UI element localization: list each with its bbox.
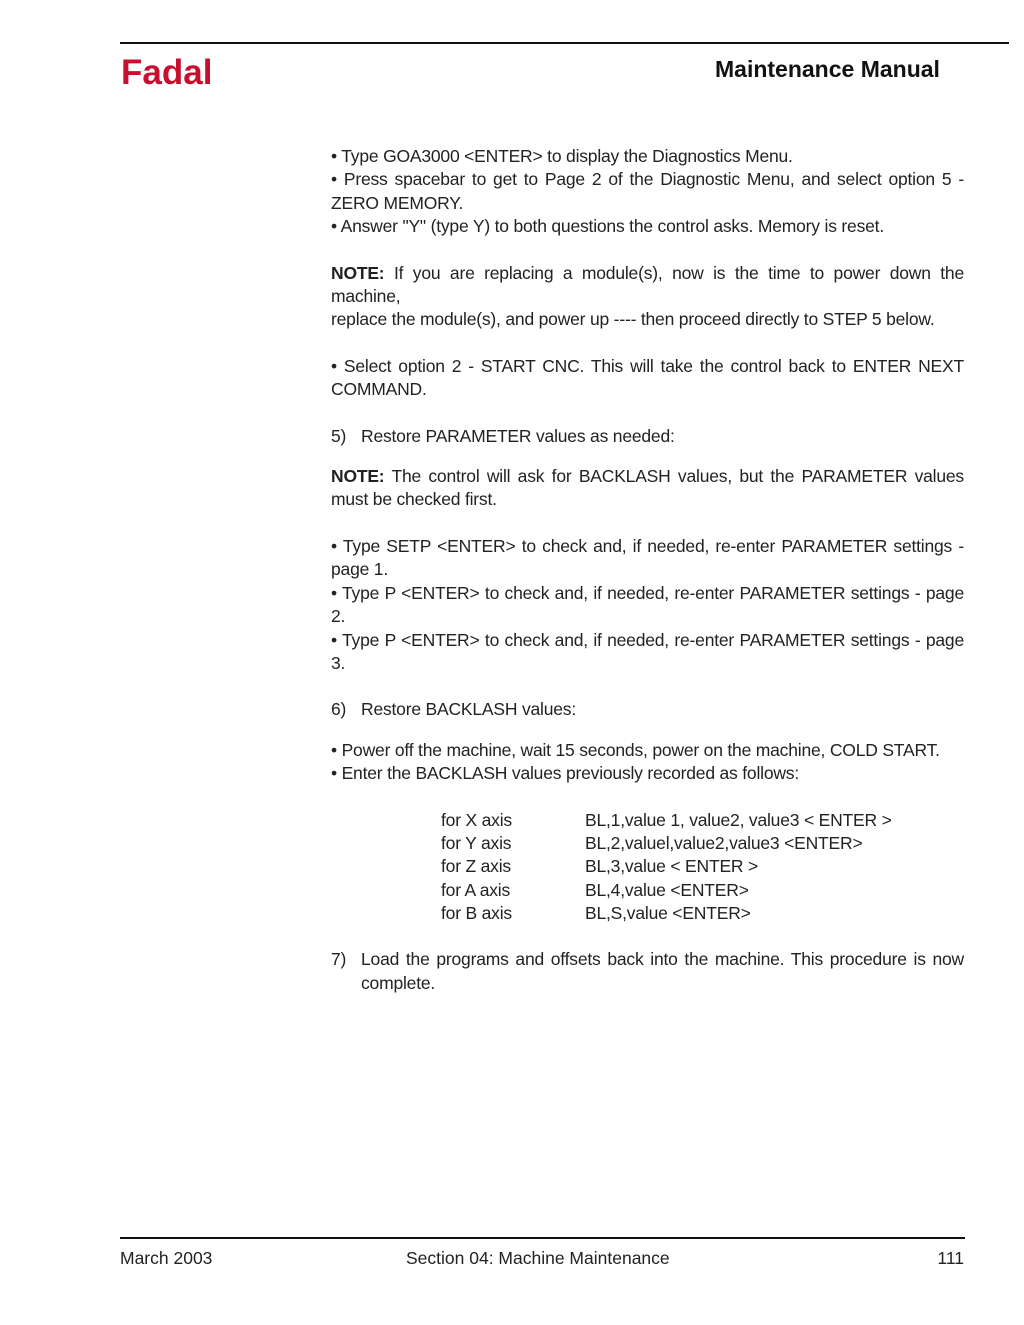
bullet-item: • Type P <ENTER> to check and, if needed, re-enter PARAMETER settings - page 2. <box>331 582 964 627</box>
step-number: 6) <box>331 699 347 720</box>
note-text: The control will ask for BACKLASH values, but the PARAMETER values must be checked first. <box>331 466 964 510</box>
note-paragraph <box>331 465 964 512</box>
step-7 <box>331 948 964 995</box>
bullet-item: • Enter the BACKLASH values previously recorded as follows: <box>331 763 800 784</box>
bullet-item: • Type P <ENTER> to check and, if needed, re-enter PARAMETER settings - page 3. <box>331 629 964 673</box>
step-6 <box>331 698 964 721</box>
note-text: If you are replacing a module(s), now is the time to power down the machine, <box>331 262 964 307</box>
step-text: Load the programs and offsets back into the machine. This procedure is now complete. <box>361 949 964 993</box>
note-paragraph <box>331 262 964 309</box>
axis-command: BL,S,value <ENTER> <box>585 903 751 924</box>
step-5 <box>331 425 964 448</box>
header-rule <box>120 42 1009 44</box>
bullet-item: • Type SETP <ENTER> to check and, if needed, re-enter PARAMETER settings - page 1. <box>331 535 964 580</box>
axis-row <box>441 879 964 902</box>
axis-label: for X axis <box>441 809 512 830</box>
bullet-item: • Answer "Y" (type Y) to both questions the control asks. Memory is reset. <box>331 216 884 237</box>
bullet-item: • Type GOA3000 <ENTER> to display the Diagnostics Menu. <box>331 146 793 166</box>
bullet-item: • Select option 2 - START CNC. This will take the control back to ENTER NEXT COMMAND. <box>331 355 964 400</box>
bullet-item: • Power off the machine, wait 15 seconds, power on the machine, COLD START. <box>331 739 940 760</box>
footer-section: Section 04: Machine Maintenance <box>406 1248 670 1268</box>
axis-row <box>441 809 964 832</box>
axis-command: BL,1,value 1, value2, value3 < ENTER > <box>585 809 892 830</box>
note-label: NOTE: <box>331 262 385 283</box>
axis-label: for A axis <box>441 879 511 900</box>
backlash-axis-table <box>441 809 964 926</box>
axis-label: for Y axis <box>441 832 512 853</box>
footer-rule <box>120 1237 965 1239</box>
page-number: 111 <box>937 1248 964 1268</box>
page-content <box>331 145 964 995</box>
note-label: NOTE: <box>331 466 385 487</box>
step-number: 7) <box>331 949 347 970</box>
footer-date: March 2003 <box>120 1248 213 1268</box>
axis-command: BL,2,valuel,value2,value3 <ENTER> <box>585 832 863 853</box>
axis-label: for B axis <box>441 903 512 924</box>
axis-row <box>441 902 964 925</box>
step-number: 5) <box>331 425 347 446</box>
axis-command: BL,3,value < ENTER > <box>585 856 759 877</box>
axis-command: BL,4,value <ENTER> <box>585 879 749 900</box>
brand-logo: Fadal <box>121 53 213 92</box>
bullet-item: • Press spacebar to get to Page 2 of the Diagnostic Menu, and select option 5 - ZERO MEMORY. <box>331 169 964 213</box>
note-text-continued: replace the module(s), and power up ---- then proceed directly to STEP 5 below. <box>331 309 935 330</box>
axis-label: for Z axis <box>441 856 511 877</box>
step-text: Restore PARAMETER values as needed: <box>361 425 675 446</box>
axis-row <box>441 832 964 855</box>
axis-row <box>441 855 964 878</box>
step-text: Restore BACKLASH values: <box>361 699 577 720</box>
manual-title: Maintenance Manual <box>715 56 940 82</box>
